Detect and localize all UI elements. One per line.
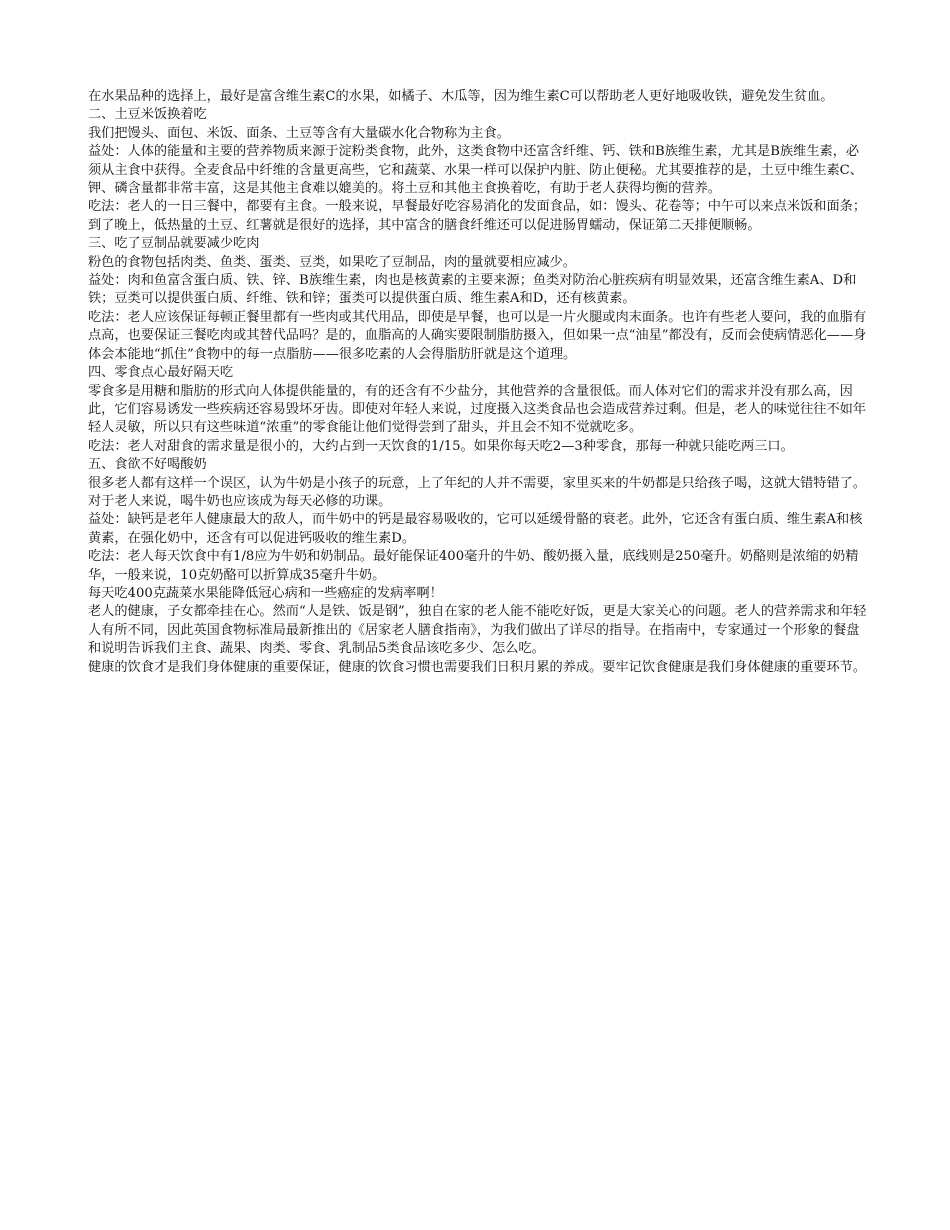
paragraph-elderly-guide: 老人的健康，子女都牵挂在心。然而“人是铁、饭是钢”，独自在家的老人能不能吃好饭，更是大家关心的问题。老人的营养需求和年轻人有所不同，因此英国食物标准局最新推出的《居家老人膳食指南》，为我们做出了详尽的指导。在指南中，专家通过一个形象的餐盘和说明告诉我们主食、蔬果、肉类、零食、乳制品5类食品该吃多少、怎么吃。 (88, 604, 867, 657)
paragraph-staple-howto: 吃法：老人的一日三餐中，都要有主食。一般来说，早餐最好吃容易消化的发面食品，如：馒头、花卷等；中午可以来点米饭和面条；到了晚上，低热量的土豆、红薯就是很好的选择，其中富含的膳食纤维还可以促进肠胃蠕动，保证第二天排便顺畅。 (88, 199, 867, 233)
paragraph-snack-intro: 零食多是用糖和脂肪的形式向人体提供能量的，有的还含有不少盐分，其他营养的含量很低。而人体对它们的需求并没有那么高，因此，它们容易诱发一些疾病还容易毁坏牙齿。即使对年轻人来说，过度摄入这类食品也会造成营养过剩。但是，老人的味觉往往不如年轻人灵敏，所以只有这些味道“浓重”的零食能让他们觉得尝到了甜头，并且会不知不觉就吃多。 (88, 383, 867, 436)
paragraph-protein-benefit: 益处：肉和鱼富含蛋白质、铁、锌、B族维生素，肉也是核黄素的主要来源；鱼类对防治心脏疾病有明显效果，还富含维生素A、D和铁；豆类可以提供蛋白质、纤维、铁和锌；蛋类可以提供蛋白质、维生素A和D，还有核黄素。 (88, 273, 857, 307)
paragraph-protein-howto: 吃法：老人应该保证每顿正餐里都有一些肉或其代用品，即使是早餐，也可以是一片火腿或肉末面条。也许有些老人要问，我的血脂有点高，也要保证三餐吃肉或其替代品吗？是的，血脂高的人确实要限制脂肪摄入，但如果一点“油星”都没有，反而会使病情恶化——身体会本能地“抓住”食物中的每一点脂肪——很多吃素的人会得脂肪肝就是这个道理。 (88, 309, 867, 362)
paragraph-protein-intro: 粉色的食物包括肉类、鱼类、蛋类、豆类，如果吃了豆制品，肉的量就要相应减少。 (88, 254, 576, 270)
paragraph-staple-intro: 我们把馒头、面包、米饭、面条、土豆等含有大量碳水化合物称为主食。 (88, 125, 510, 141)
document-body (88, 88, 868, 677)
paragraph-milk-benefit: 益处：缺钙是老年人健康最大的敌人，而牛奶中的钙是最容易吸收的，它可以延缓骨骼的衰老。此外，它还含有蛋白质、维生素A和核黄素，在强化奶中，还含有可以促进钙吸收的维生素D。 (88, 512, 863, 546)
paragraph-veg-fruit-400g: 每天吃400克蔬菜水果能降低冠心病和一些癌症的发病率啊！ (88, 585, 443, 601)
paragraph-milk-howto: 吃法：老人每天饮食中有1/8应为牛奶和奶制品。最好能保证400毫升的牛奶、酸奶摄入量，底线则是250毫升。奶酪则是浓缩的奶精华，一般来说，10克奶酪可以折算成35毫升牛奶。 (88, 549, 859, 583)
paragraph-fruit-vitamin-c: 在水果品种的选择上，最好是富含维生素C的水果，如橘子、木瓜等，因为维生素C可以帮助老人更好地吸收铁，避免发生贫血。 (88, 89, 834, 104)
paragraph-snack-howto: 吃法：老人对甜食的需求量是很小的，大约占到一天饮食的1/15。如果你每天吃2—3种零食，那每一种就只能吃两三口。 (88, 438, 794, 454)
section-heading-5: 五、食欲不好喝酸奶 (88, 457, 207, 473)
section-heading-2: 二、土豆米饭换着吃 (88, 107, 207, 123)
section-heading-4: 四、零食点心最好隔天吃 (88, 365, 234, 381)
section-heading-3: 三、吃了豆制品就要减少吃肉 (88, 236, 260, 252)
paragraph-conclusion: 健康的饮食才是我们身体健康的重要保证，健康的饮食习惯也需要我们日积月累的养成。要牢记饮食健康是我们身体健康的重要环节。 (88, 659, 867, 675)
paragraph-milk-intro: 很多老人都有这样一个误区，认为牛奶是小孩子的玩意，上了年纪的人并不需要，家里买来的牛奶都是只给孩子喝，这就大错特错了。对于老人来说，喝牛奶也应该成为每天必修的功课。 (88, 475, 867, 509)
paragraph-staple-benefit: 益处：人体的能量和主要的营养物质来源于淀粉类食物，此外，这类食物中还富含纤维、钙、铁和B族维生素，尤其是B族维生素，必须从主食中获得。全麦食品中纤维的含量更高些，它和蔬菜、水果一样可以保护内脏、防止便秘。尤其要推荐的是，土豆中维生素C、钾、磷含量都非常丰富，这是其他主食难以媲美的。将土豆和其他主食换着吃，有助于老人获得均衡的营养。 (88, 144, 863, 197)
